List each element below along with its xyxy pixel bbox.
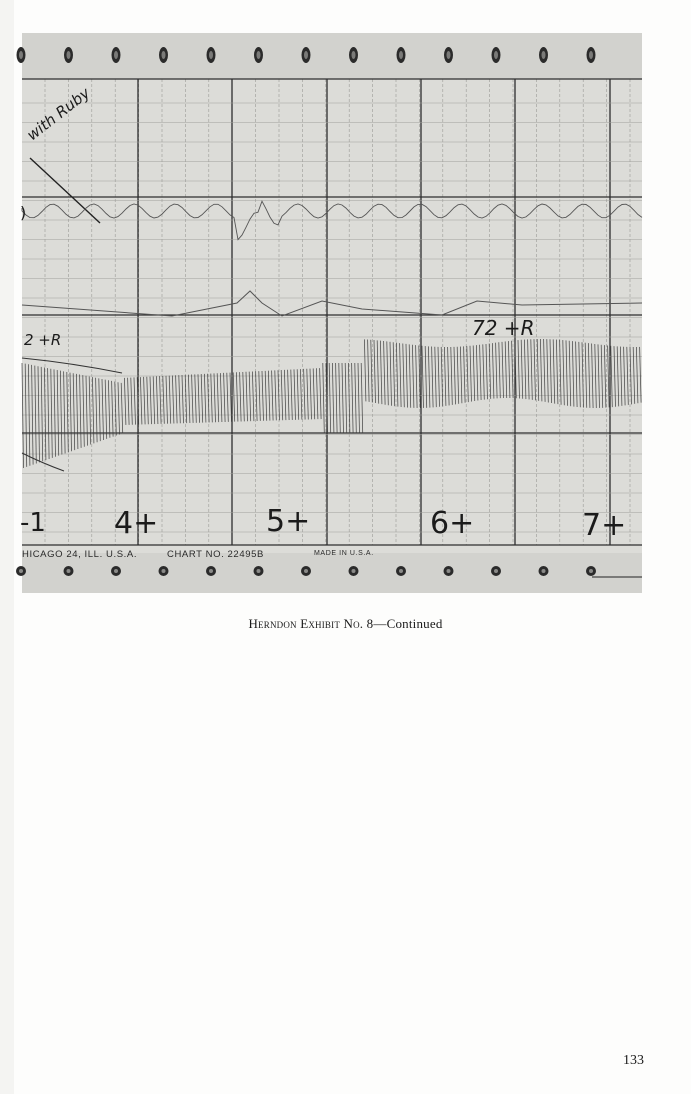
caption-title: Herndon Exhibit No. 8 [248, 616, 374, 631]
time-mark-left-edge: -1 [20, 508, 46, 538]
polygraph-chart [22, 33, 642, 593]
chart-printed-location: HICAGO 24, ILL. U.S.A. [22, 549, 138, 560]
chart-printed-made-in: MADE IN U.S.A. [314, 550, 374, 557]
page-shadow-edge [0, 0, 14, 1094]
handwritten-note-left: 2 +R [24, 331, 62, 349]
time-mark-6: 6+ [430, 506, 475, 541]
time-mark-5: 5+ [266, 504, 311, 539]
time-mark-7: 7+ [582, 508, 627, 543]
time-mark-4: 4+ [114, 506, 159, 541]
handwritten-top-edge-mark: ) [20, 203, 27, 222]
figure-caption [0, 616, 691, 632]
polygraph-chart-photo [22, 33, 642, 593]
handwritten-note-with-ruby: with Ruby [23, 83, 94, 145]
caption-suffix: —Continued [373, 616, 443, 631]
page-number: 133 [623, 1053, 644, 1068]
handwritten-note-72r: 72 +R [472, 316, 535, 340]
chart-printed-number: CHART NO. 22495B [167, 549, 264, 560]
